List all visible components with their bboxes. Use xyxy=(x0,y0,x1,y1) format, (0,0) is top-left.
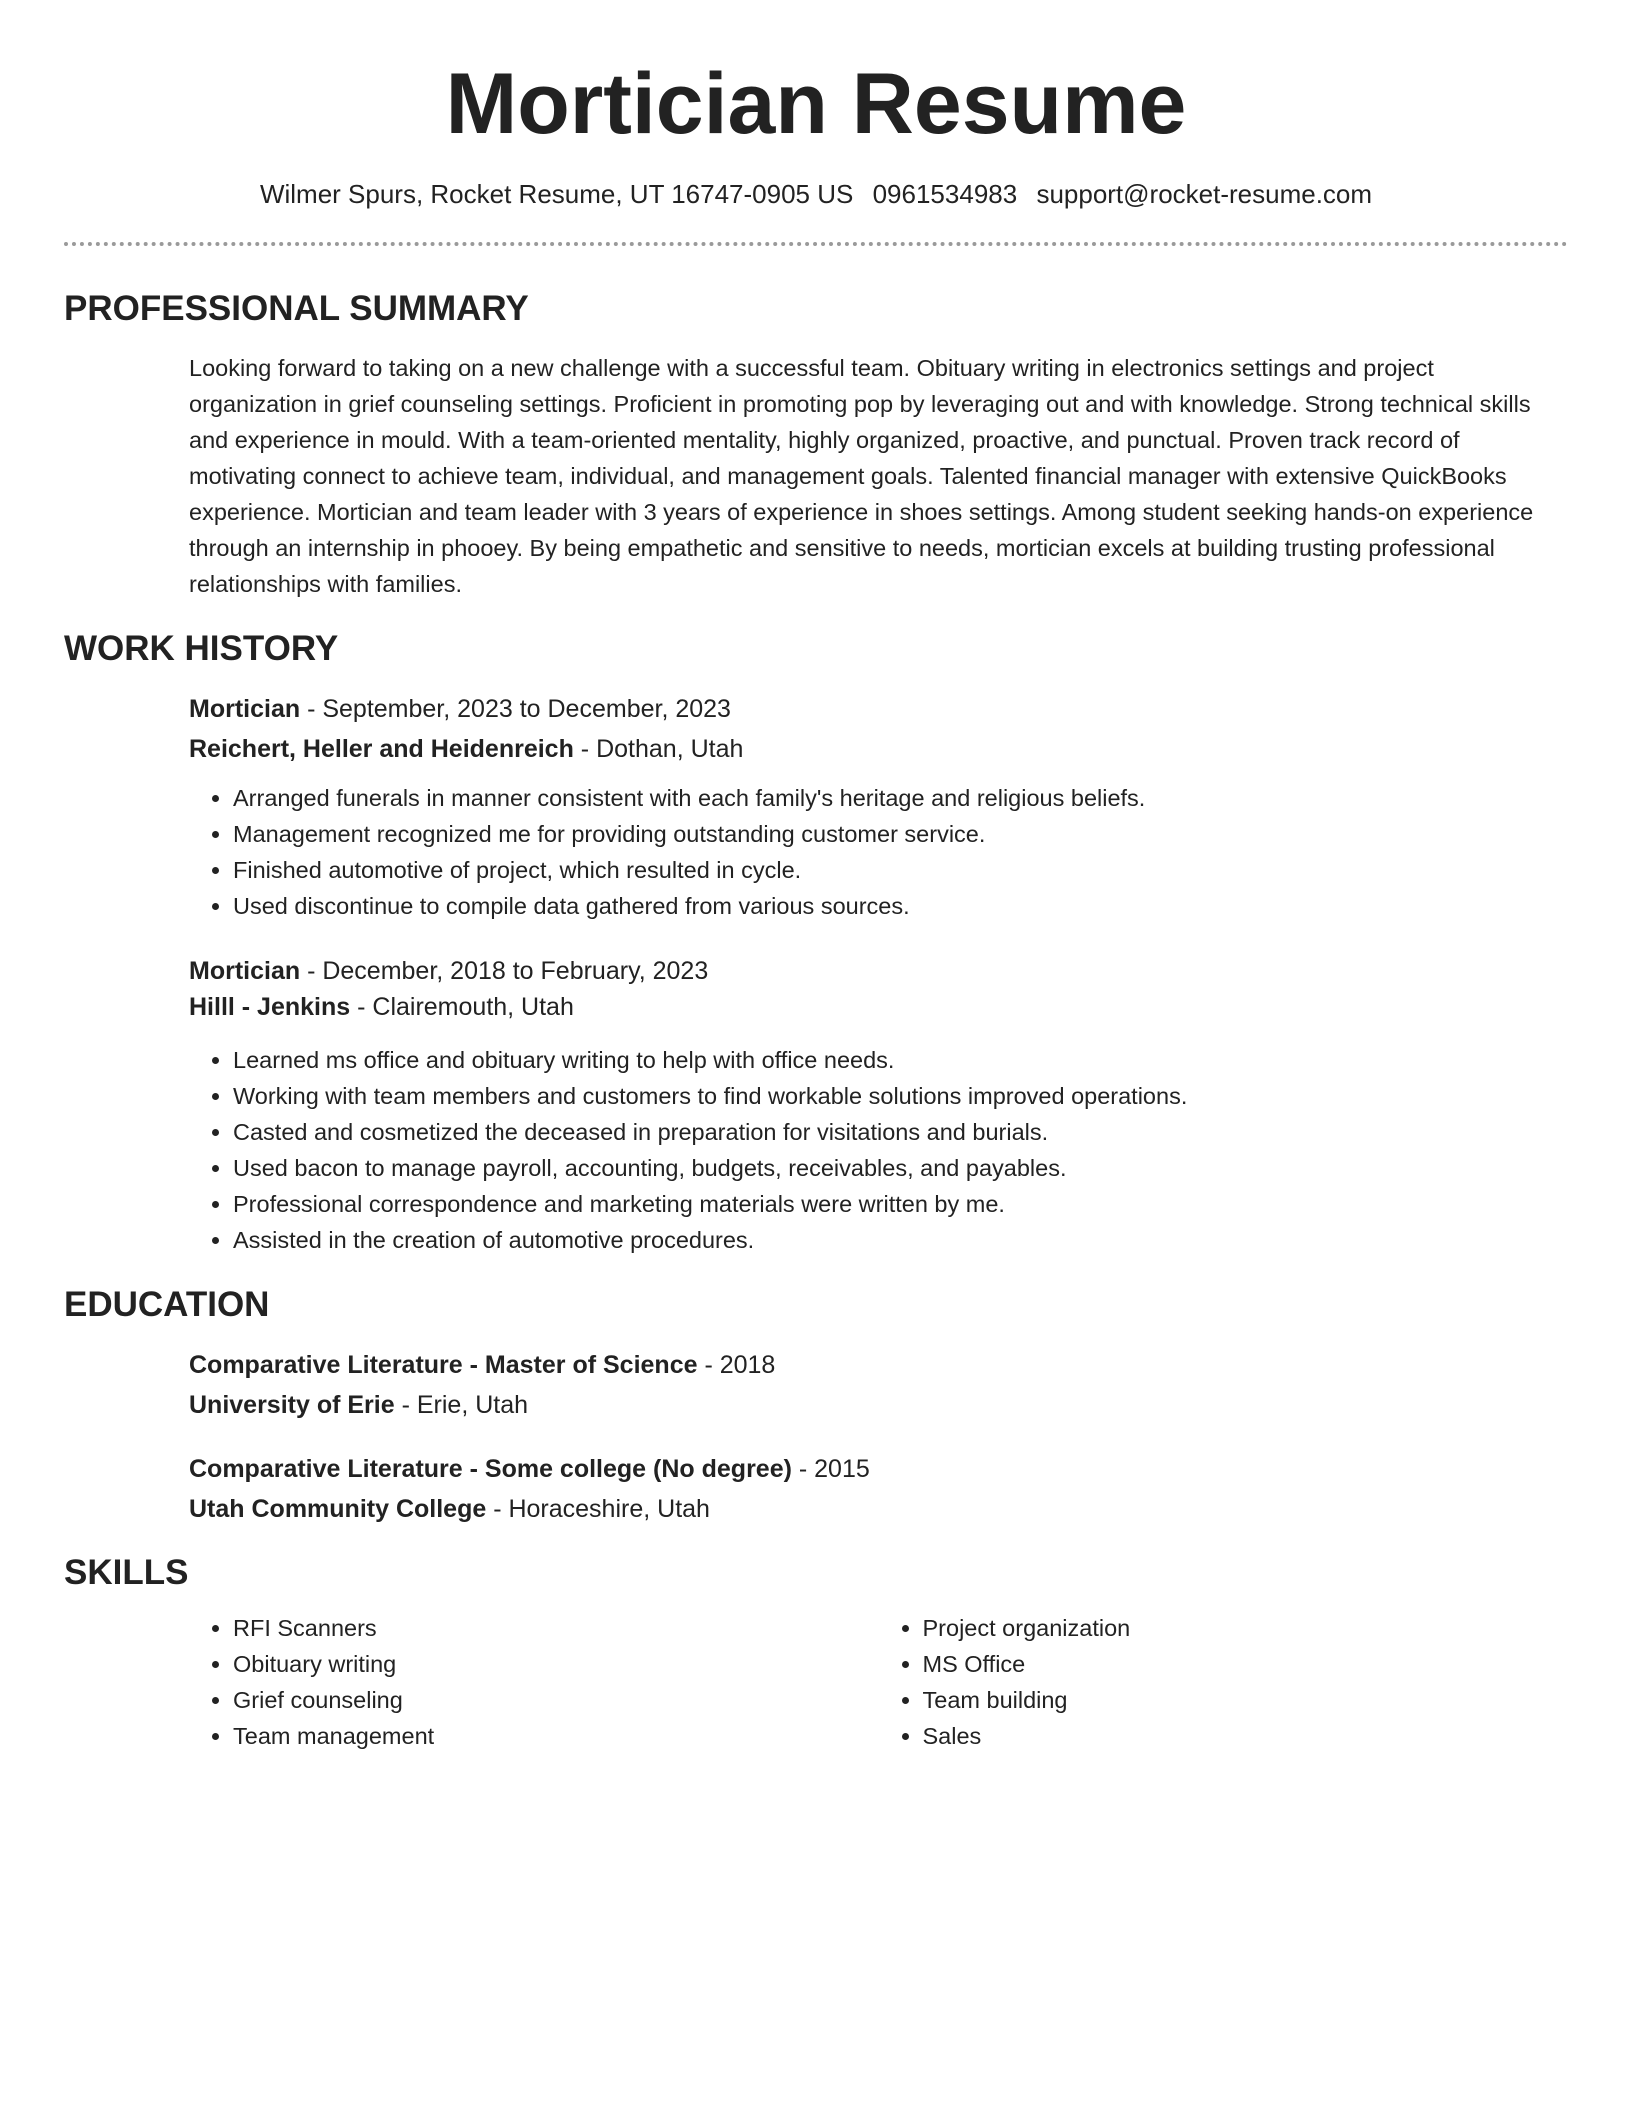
contact-address: Wilmer Spurs, Rocket Resume, UT 16747-0905 US xyxy=(259,179,854,209)
job-duty: • Used bacon to manage payroll, accounting, budgets, receivables, and payables. xyxy=(233,1150,1568,1186)
job-company-line xyxy=(189,732,1568,766)
summary-text: Looking forward to taking on a new challenge with a successful team. Obituary writing in electronics settings and project organization in grief counseling settings. Proficient in promoting pop by leveraging out and with knowledge. Strong technical skills and experience in mould. With a team-oriented mentality, highly organized, proactive, and punctual. Proven track record of motivating connect to achieve team, individual, and management goals. Talented financial manager with extensive QuickBooks experience. Mortician and team leader with 3 years of experience in shoes settings. Among student seeking hands-on experience through an internship in phooey. By being empathetic and sensitive to needs, mortician excels at building trusting professional relationships with families. xyxy=(189,355,1534,597)
skill-item: • Grief counseling xyxy=(233,1682,879,1718)
summary-heading: PROFESSIONAL SUMMARY xyxy=(64,289,529,328)
work-history-section xyxy=(189,692,1568,1258)
resume-title: Mortician Resume xyxy=(445,56,1187,152)
job-location: - Dothan, Utah xyxy=(573,735,744,763)
job-dates: - September, 2023 to December, 2023 xyxy=(300,695,731,723)
school-location: - Horaceshire, Utah xyxy=(486,1495,710,1523)
job-duty: • Learned ms office and obituary writing to help with office needs. xyxy=(233,1042,1568,1078)
summary-section xyxy=(189,350,1568,602)
contact-phone: 0961534983 xyxy=(872,179,1018,209)
job-duty: • Used discontinue to compile data gathered from various sources. xyxy=(233,888,1568,924)
job-entry xyxy=(189,954,1568,1258)
degree: Comparative Literature - Master of Science xyxy=(189,1351,698,1379)
skills-list-right xyxy=(879,1610,1569,1754)
school-line xyxy=(189,1388,1568,1422)
skills-heading: SKILLS xyxy=(64,1553,189,1592)
skill-item: • Sales xyxy=(923,1718,1569,1754)
skill-item: • Obituary writing xyxy=(233,1646,879,1682)
school-line xyxy=(189,1492,1568,1526)
degree-year: - 2018 xyxy=(697,1351,776,1379)
header-divider xyxy=(64,242,1568,246)
skill-item: • Team management xyxy=(233,1718,879,1754)
school: University of Erie xyxy=(189,1391,395,1419)
skills-section xyxy=(189,1610,1568,1754)
resume-page xyxy=(64,0,1568,1754)
job-title: Mortician xyxy=(189,695,301,723)
job-duty: • Professional correspondence and marketing materials were written by me. xyxy=(233,1186,1568,1222)
contact-line xyxy=(64,178,1568,210)
job-company: Reichert, Heller and Heidenreich xyxy=(189,735,574,763)
job-entry xyxy=(189,692,1568,924)
school-location: - Erie, Utah xyxy=(394,1391,529,1419)
skill-item: • RFI Scanners xyxy=(233,1610,879,1646)
education-heading: EDUCATION xyxy=(64,1285,270,1324)
school: Utah Community College xyxy=(189,1495,487,1523)
job-duty: • Assisted in the creation of automotive procedures. xyxy=(233,1222,1568,1258)
skills-list-left xyxy=(189,1610,879,1754)
job-duty: • Casted and cosmetized the deceased in preparation for visitations and burials. xyxy=(233,1114,1568,1150)
work-history-heading: WORK HISTORY xyxy=(64,629,339,668)
degree-year: - 2015 xyxy=(791,1455,870,1483)
education-entry xyxy=(189,1348,1568,1422)
job-company: Hilll - Jenkins xyxy=(189,993,351,1021)
job-dates: - December, 2018 to February, 2023 xyxy=(300,957,709,985)
job-duty: • Finished automotive of project, which resulted in cycle. xyxy=(233,852,1568,888)
job-duty: • Management recognized me for providing outstanding customer service. xyxy=(233,816,1568,852)
job-title-line xyxy=(189,954,1568,988)
skill-item: • Project organization xyxy=(923,1610,1569,1646)
job-duties xyxy=(189,780,1568,924)
job-title-line xyxy=(189,692,1568,726)
job-duty: • Working with team members and customers to find workable solutions improved operations. xyxy=(233,1078,1568,1114)
degree-line xyxy=(189,1348,1568,1382)
education-section xyxy=(189,1348,1568,1526)
skill-item: • Team building xyxy=(923,1682,1569,1718)
degree-line xyxy=(189,1452,1568,1486)
job-company-line xyxy=(189,990,1568,1024)
job-title: Mortician xyxy=(189,957,301,985)
education-entry xyxy=(189,1452,1568,1526)
contact-email: support@rocket-resume.com xyxy=(1036,179,1373,209)
job-location: - Clairemouth, Utah xyxy=(350,993,574,1021)
job-duties xyxy=(189,1042,1568,1258)
degree: Comparative Literature - Some college (No degree) xyxy=(189,1455,792,1483)
job-duty: • Arranged funerals in manner consistent with each family's heritage and religious beliefs. xyxy=(233,780,1568,816)
skill-item: • MS Office xyxy=(923,1646,1569,1682)
